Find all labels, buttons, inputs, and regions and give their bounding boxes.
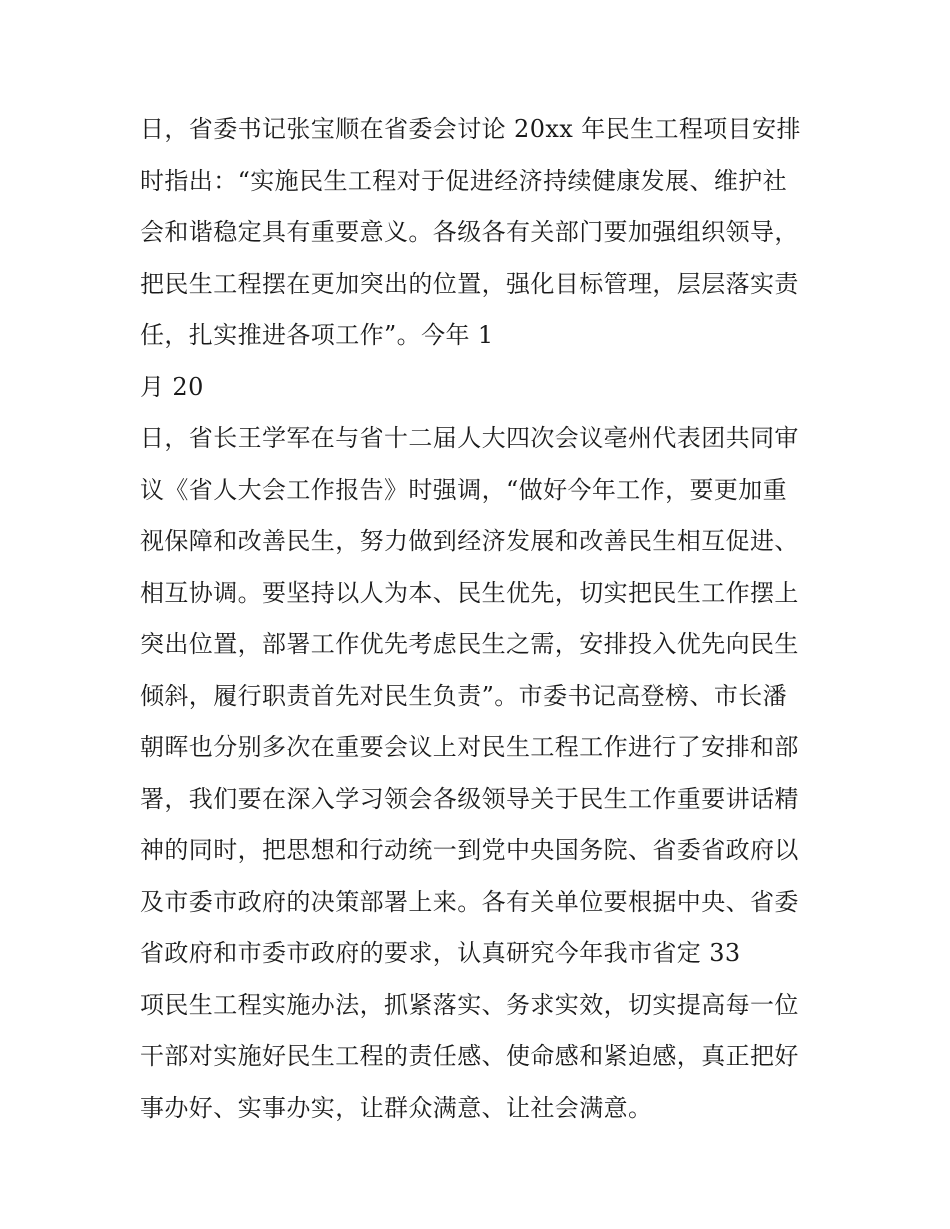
text-line: 时指出：“实施民生工程对于促进经济持续健康发展、维护社	[140, 166, 788, 195]
text-line: 事办好、实事办实，让群众满意、让社会满意。	[140, 1093, 653, 1122]
text-line: 把民生工程摆在更加突出的位置，强化目标管理，层层落实责	[140, 269, 799, 298]
text-line: 会和谐稳定具有重要意义。各级各有关部门要加强组织领导，	[140, 218, 799, 246]
text-line: 月 20	[140, 372, 204, 401]
text-line: 议《省人大会工作报告》时强调，“做好今年工作，要更加重	[140, 475, 788, 504]
text-line: 署，我们要在深入学习领会各级领导关于民生工作重要讲话精	[140, 784, 799, 813]
text-line: 神的同时，把思想和行动统一到党中央国务院、省委省政府以	[140, 836, 799, 864]
text-line: 朝晖也分别多次在重要会议上对民生工程工作进行了安排和部	[140, 733, 799, 761]
text-line: 日，省长王学军在与省十二届人大四次会议亳州代表团共同审	[140, 424, 799, 452]
body-text	[140, 108, 820, 1138]
text-line: 视保障和改善民生，努力做到经济发展和改善民生相互促进、	[140, 527, 799, 555]
text-line: 倾斜，履行职责首先对民生负责”。市委书记高登榜、市长潘	[140, 681, 788, 710]
text-line: 任，扎实推进各项工作”。今年 1	[140, 321, 494, 349]
text-line: 项民生工程实施办法，抓紧落实、务求实效，切实提高每一位	[140, 990, 799, 1019]
text-line: 省政府和市委市政府的要求，认真研究今年我市省定 33	[140, 939, 741, 967]
text-line: 突出位置，部署工作优先考虑民生之需，安排投入优先向民生	[140, 630, 799, 658]
text-line: 干部对实施好民生工程的责任感、使命感和紧迫感，真正把好	[140, 1042, 799, 1070]
text-line: 及市委市政府的决策部署上来。各有关单位要根据中央、省委	[140, 887, 799, 916]
text-line: 相互协调。要坚持以人为本、民生优先，切实把民生工作摆上	[140, 578, 799, 607]
text-line: 日，省委书记张宝顺在省委会讨论 20xx 年民生工程项目安排	[140, 115, 801, 143]
